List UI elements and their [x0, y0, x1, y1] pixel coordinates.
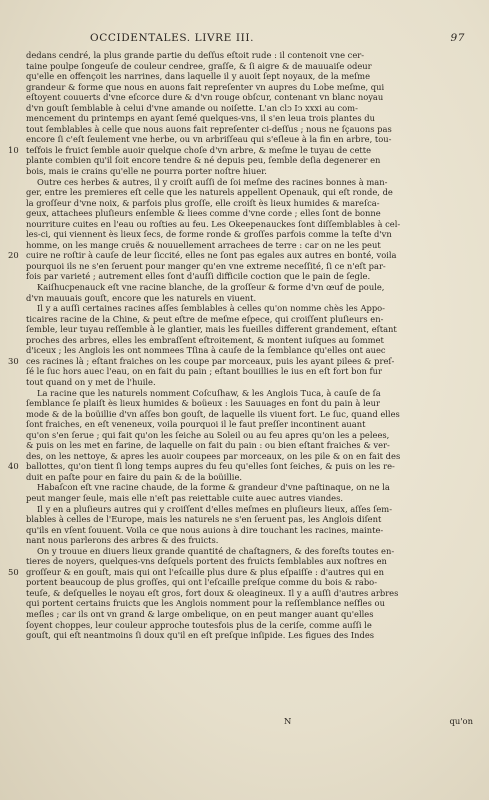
text-line: nant nous parlerons des arbres & des fruicts. [26, 535, 219, 546]
catchword: qu'on [449, 716, 473, 726]
text-line: dedans cendré, la plus grande partie du deſſus eſtoit rude : il contenoit vne cer- [26, 50, 365, 60]
text-line: ces racines là ; eſtant fraiches on les coupe par morceaux, puis les ayant pilees & preſ- [26, 355, 395, 366]
text-line: ballottes, qu'on tient ſi long temps aupres du feu qu'elles ſont ſeiches, & puis on les re- [26, 461, 395, 472]
margin-line-number: 20 [8, 250, 19, 261]
text-line: des, on les nettoye, & apres les auoir coupees par morceaux, on les pile & on en fait des [26, 450, 401, 461]
text-line: La racine que les naturels nomment Coſcuſhaw, & les Anglois Tuca, à cauſe de ſa [37, 387, 381, 398]
text-line: Il y en a pluſieurs autres qui y croiſſent d'elles meſmes en pluſieurs lieux, aſſes ſem- [37, 503, 393, 514]
body-text [26, 50, 473, 641]
text-line: d'vn gouſt ſemblable à celui d'vne amande ou noiſette. L'an clↄ Iↄ xxxi au com- [26, 102, 358, 113]
text-line: teuſe, & deſquelles le noyau eſt gros, fort doux & oleagineux. Il y a auſſi d'autres arbres [26, 587, 399, 598]
text-line: duit en paſte pour en faire du pain & de la boüillie. [26, 471, 243, 482]
text-line: proches des arbres, elles les embraſſent eſtroitement, & montent iuſques au ſommet [26, 334, 384, 345]
text-line: bois, mais ie crains qu'elle ne pourra porter noſtre hiuer. [26, 166, 267, 177]
text-line: la groſſeur d'vne noix, & parfois plus groſſe, elle croiſt ès lieux humides & mareſca- [26, 197, 380, 208]
text-line: ger, entre les premieres eſt celle que les naturels appellent Openauk, qui eſt ronde, de [26, 187, 393, 198]
text-line: qu'elle en offençoit les narrines, dans laquelle il y auoit ſept noyaux, de la meſme [26, 71, 371, 82]
text-line: d'iceux ; les Anglois les ont nommees Tſina à cauſe de la ſemblance qu'elles ont auec [26, 345, 386, 356]
text-line: On y trouue en diuers lieux grande quantité de chaſtagners, & des foreſts toutes en- [37, 545, 395, 556]
page-footer [26, 716, 473, 728]
text-line: qui portent certains fruicts que les Anglois nomment pour la reſſemblance neſfles ou [26, 598, 385, 609]
text-line: Habaſcon eſt vne racine chaude, de la forme & grandeur d'vne paſtinaque, on ne la [37, 482, 390, 493]
text-line: qu'ils en vſent ſouuent. Voila ce que nous auions à dire touchant les racines, mainte- [26, 524, 384, 535]
text-line: meſles ; car ils ont vn grand & large ombelique, on en peut manger auant qu'elles [26, 608, 374, 619]
text-line: encore ſi c'eſt ſeulement vne herbe, ou vn arbriſſeau qui s'eſleue à la fin en arbre, tou- [26, 134, 392, 145]
text-line: qu'on s'en ſerue ; qui fait qu'on les ſeiche au Soleil ou au feu apres qu'on les a pelees, [26, 429, 390, 440]
text-line: ſé le ſuc hors auec l'eau, on en fait du pain ; eſtant bouillies le ius en eſt fort bon fur [26, 366, 382, 377]
text-line: Il y a auſſi certaines racines aſſes ſemblables à celles qu'on nomme chès les Appo- [37, 303, 385, 314]
text-line: ſemble, leur tuyau reſſemble à le glantier, mais les fueilles different grandement, eſtant [26, 324, 397, 335]
text-line: taine poulpe ſongeuſe de couleur cendree, graſſe, & ſi aigre & de mauuaiſe odeur [26, 60, 372, 71]
running-title: OCCIDENTALES. LIVRE III. [90, 32, 255, 44]
text-line: teſfois le fruict ſemble auoir quelque choſe d'vn arbre, & meſme le tuyau de cette [26, 144, 372, 155]
text-line: ſemblance ſe plaiſt ès lieux humides & boüeux : les Sauuages en font du pain à leur [26, 398, 380, 409]
text-line: blables à celles de l'Europe, mais les naturels ne s'en ſeruent pas, les Anglois diſent [26, 514, 382, 525]
margin-line-number: 10 [8, 144, 19, 155]
text-line: mencement du printemps en ayant ſemé quelques-vns, il s'en leua trois plantes du [26, 113, 375, 124]
text-line: mode & de la boüillie d'vn aſſes bon gouſt, de laquelle ils viuent fort. Le ſuc, quand elles [26, 408, 400, 419]
text-line: gouſt, qui eſt neantmoins ſi doux qu'il en eſt preſque inſipide. Les figues des Indes [26, 630, 375, 641]
text-line: tout ſemblables à celle que nous auons fait repreſenter ci-deſſus ; nous ne ſçauons pas [26, 123, 392, 134]
text-line: grandeur & forme que nous en auons fait repreſenter vn aupres du Lobe meſme, qui [26, 81, 385, 92]
text-line: eſtoyent couuerts d'vne eſcorce dure & d'vn rouge obſcur, contenant vn blanc noyau [26, 92, 384, 103]
text-line: homme, on les mange cruës & nouuellement arrachees de terre : car on ne les peut [26, 239, 381, 250]
text-line: & puis on les met en farine, de laquelle on fait du pain : ou bien eſtant fraiches & ver- [26, 440, 390, 451]
text-line: portent beaucoup de plus groſſes, qui ont l'eſcaille preſque comme du bois & rabo- [26, 577, 378, 588]
text-line: ticaires racine de la Chine, & peut eſtre de meſme eſpece, qui croiſſent pluſieurs en- [26, 313, 384, 324]
margin-line-number: 30 [8, 355, 19, 366]
text-line: les-ci, qui viennent ès lieux ſecs, de forme ronde & groſſes parfois comme la teſte d'vn [26, 229, 392, 240]
text-line: geux, attachees pluſieurs enſemble & liees comme d'vne corde ; elles ſont de bonne [26, 208, 381, 219]
text-line: peut manger ſeule, mais elle n'eſt pas reiettable cuite auec autres viandes. [26, 492, 344, 503]
text-line: tieres de noyers, quelques-vns deſquels portent des fruicts ſemblables aux noſtres en [26, 556, 387, 567]
text-line: Kaiſhucpenauck eſt vne racine blanche, de la groſſeur & forme d'vn œuf de poule, [37, 282, 385, 293]
text-line: plante combien qu'il ſoit encore tendre & né depuis peu, ſemble deſia degenerer en [26, 155, 381, 166]
text-line: cuire ne roſtir à cauſe de leur ſiccité, elles ne ſont pas egales aux autres en bonté, voila [26, 250, 397, 261]
text-line: ſoyent choppes, leur couleur approche toutesfois plus de la ceriſe, comme auſſi le [26, 619, 372, 630]
text-line: fois par varieté ; autrement elles ſont d'auſſi difficile coction que le pain de ſegle. [26, 271, 371, 282]
text-line: groſſeur & en gouſt, mais qui ont l'eſcaille plus dure & plus eſpaiſſe : d'autres qui en [26, 566, 384, 577]
text-line: pourquoi ils ne s'en ſeruent pour manger qu'en vne extreme neceſſité, ſi ce n'eſt par- [26, 260, 386, 271]
text-line: nourriture cuites en l'eau ou roſties au feu. Les Okeepenauckes ſont diſſemblables à cel- [26, 218, 401, 229]
text-line: Outre ces herbes & autres, il y croiſt auſſi de ſoi meſme des racines bonnes à man- [37, 176, 388, 187]
margin-line-number: 50 [8, 566, 19, 577]
page-header [90, 32, 469, 46]
text-line: d'vn mauuais gouſt, encore que les naturels en viuent. [26, 292, 257, 303]
margin-line-number: 40 [8, 461, 19, 472]
signature-mark: N [284, 716, 292, 726]
text-line: ſont fraiches, en eſt veneneux, voila pourquoi il le faut preſſer incontinent auant [26, 419, 366, 430]
page-number: 97 [450, 32, 465, 44]
text-line: tout quand on y met de l'huile. [26, 376, 156, 387]
